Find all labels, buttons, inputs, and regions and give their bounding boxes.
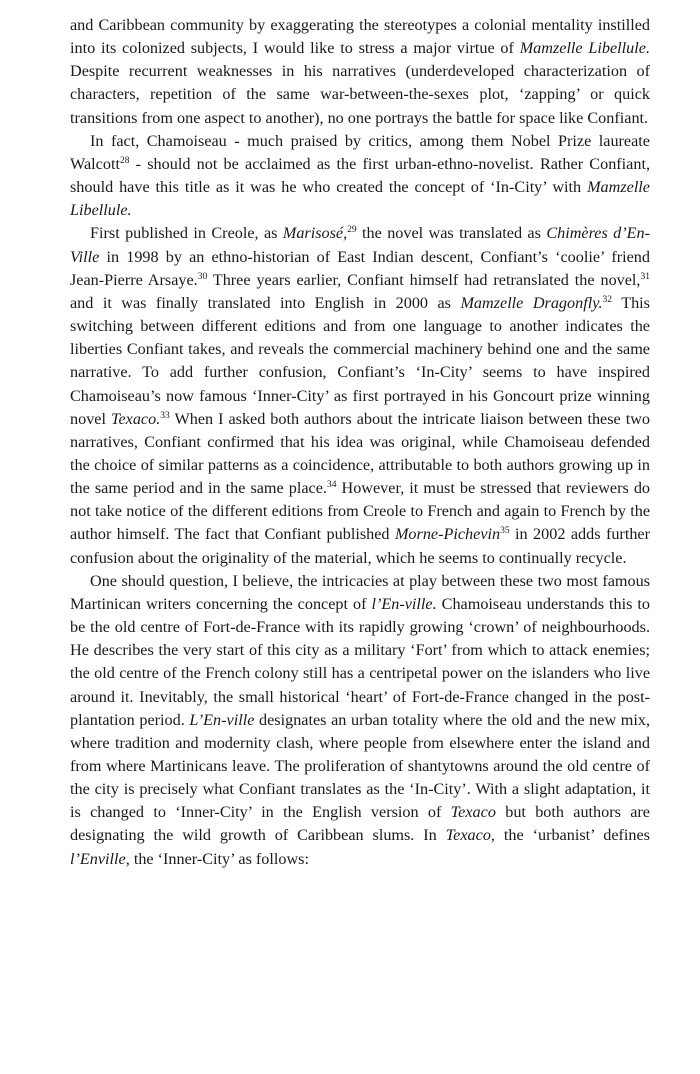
footnote-ref: 28 [119, 155, 130, 166]
paragraph [70, 222, 650, 569]
paragraph [70, 570, 650, 871]
text-run: Chamoiseau understands this to be the old centre of Fort-de-France with its rapidly growing ‘crown’ of neighbourhoods. He describes the very start of this city as a military ‘Fort’ from which to attack enemies; the old centre of the French colony still has a centripetal power on the islanders who live around it. Inevitably, the small historical ‘heart’ of Fort-de-France changed in the post-plantation period. [70, 594, 650, 729]
text-run: In fact, Chamoiseau - much praised by critics, among them Nobel Prize laureate Walcott [70, 131, 650, 173]
text-run: Three years earlier, Confiant himself had retranslated the novel, [207, 270, 641, 289]
italic-title: Marisosé, [282, 224, 348, 243]
footnote-ref: 34 [326, 480, 337, 491]
body-text [70, 14, 650, 871]
paragraph [70, 14, 650, 130]
text-run: but both authors are designating the wild growth of Caribbean slums. In [70, 803, 650, 845]
italic-title: Texaco [450, 803, 496, 822]
italic-title: Mamzelle Libellule. [519, 39, 651, 58]
italic-title: Mamzelle Dragonfly. [460, 293, 603, 312]
italic-title: L’En-ville [189, 710, 255, 729]
text-run: and it was finally translated into English in 2000 as [70, 293, 461, 312]
footnote-ref: 31 [640, 271, 650, 282]
italic-title: Texaco, [445, 826, 495, 845]
text-run: designates an urban totality where the old and the new mix, where tradition and modernity clash, where people from elsewhere enter the island and from where Martinicans leave. The proliferation of shantytowns around the old centre of the city is precisely what Confiant translates as the ‘In-City’. With a slight adaptation, it is changed to ‘Inner-City’ in the English version of [70, 710, 650, 822]
text-run: in 2002 adds further confusion about the originality of the material, which he seems to continually recycle. [70, 525, 650, 567]
text-run: Despite recurrent weaknesses in his narratives (underdeveloped characterization of characters, repetition of the same war-between-the-sexes plot, ‘zapping’ or quick transitions from one aspect to another), no one portrays the battle for space like Confiant. [70, 62, 650, 127]
footnote-ref: 35 [500, 526, 510, 537]
italic-title: Chimères d’En-Ville [70, 224, 651, 266]
italic-title: Mamzelle Libellule. [70, 178, 650, 220]
italic-title: Texaco. [110, 409, 161, 428]
footnote-ref: 33 [160, 410, 170, 421]
footnote-ref: 32 [602, 294, 613, 305]
text-run: - should not be acclaimed as the first urban-ethno-novelist. Rather Confiant, should have this title as it was he who created the concept of ‘In-City’ with [70, 154, 650, 197]
text-run: in 1998 by an ethno-historian of East Indian descent, Confiant’s ‘coolie’ friend Jean-Pierre Arsaye. [70, 247, 650, 289]
italic-title: Morne-Pichevin [394, 525, 501, 544]
text-run: the ‘urbanist’ defines [494, 826, 650, 845]
text-run: the novel was translated as [356, 224, 547, 243]
text-run: the ‘Inner-City’ as follows: [129, 849, 309, 868]
italic-title: l’Enville, [70, 849, 130, 868]
text-run: This switching between different editions and from one language to another indicates the liberties Confiant takes, and reveals the commercial machinery behind one and the same narrative. To add further confusion, Confiant’s ‘In-City’ seems to have inspired Chamoiseau’s now famous ‘Inner-City’ as first portrayed in his Goncourt prize winning novel [70, 293, 650, 428]
footnote-ref: 30 [197, 271, 208, 282]
text-run: When I asked both authors about the intricate liaison between these two narratives, Confiant confirmed that his idea was original, while Chamoiseau defended the choice of similar patterns as a coincidence, attributable to both authors growing up in the same period and in the same place. [70, 409, 650, 498]
text-run: One should question, I believe, the intricacies at play between these two most famous Martinican writers concerning the concept of [70, 571, 650, 613]
footnote-ref: 29 [347, 225, 357, 236]
text-run: and Caribbean community by exaggerating the stereotypes a colonial mentality instilled into its colonized subjects, I would like to stress a major virtue of [70, 16, 650, 58]
paragraph [70, 130, 650, 223]
italic-title: l’En-ville. [371, 594, 437, 613]
text-run: First published in Creole, as [90, 224, 283, 243]
text-run: However, it must be stressed that reviewers do not take notice of the different editions from Creole to French and again to French by the author himself. The fact that Confiant published [70, 479, 651, 544]
